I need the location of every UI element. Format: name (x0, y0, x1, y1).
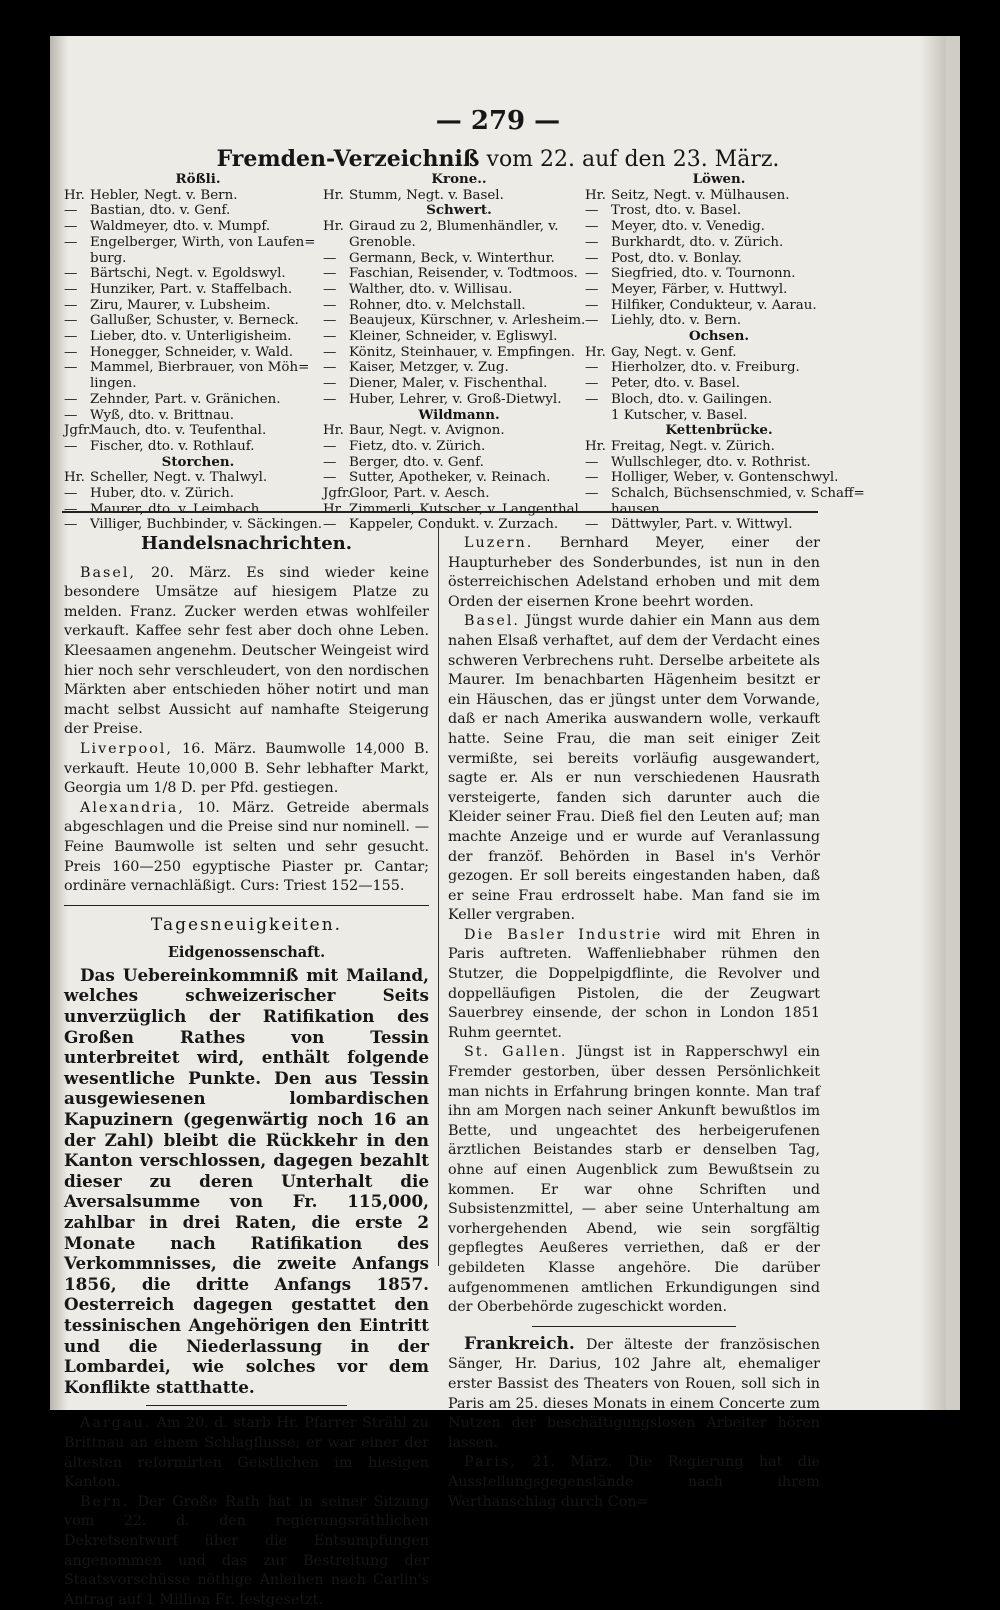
guest-entry (323, 502, 595, 518)
guest-prefix: — (585, 297, 599, 313)
guest-text: lingen. (90, 376, 137, 392)
page-number: — 279 — (435, 106, 561, 136)
guest-prefix: — (585, 470, 599, 486)
guest-entry (323, 329, 595, 345)
hotel-heading: Wildmann. (418, 406, 500, 423)
newspaper-page (50, 36, 960, 1608)
guest-entry (64, 251, 332, 267)
guest-text: Engelberger, Wirth, von Laufen= (90, 234, 316, 250)
guest-text: Rohner, dto. v. Melchstall. (349, 297, 526, 313)
guest-text: Seitz, Negt. v. Mülhausen. (611, 187, 790, 203)
guest-text: Zehnder, Part. v. Gränichen. (90, 391, 281, 407)
guest-entry (585, 517, 853, 533)
guest-prefix: — (585, 203, 599, 219)
guest-entry (585, 313, 853, 329)
hotel-heading: Ochsen. (688, 328, 749, 345)
guest-text: 1 Kutscher, v. Basel. (611, 407, 748, 423)
guest-text: Wyß, dto. v. Brittnau. (90, 407, 235, 423)
guest-entry (323, 219, 595, 235)
guest-entry (323, 470, 595, 486)
guest-prefix: — (323, 438, 337, 454)
guest-prefix: — (64, 391, 78, 407)
hotel-heading: Rößli. (175, 171, 221, 187)
guest-entry (585, 455, 853, 471)
column-divider (438, 524, 439, 1266)
guest-entry (323, 266, 595, 282)
guest-text: Walther, dto. v. Willisau. (349, 281, 513, 297)
guest-entry (323, 188, 595, 204)
guest-entry (64, 392, 332, 408)
guest-prefix: — (323, 266, 337, 282)
guest-entry (585, 219, 853, 235)
guest-prefix: — (585, 266, 599, 282)
guest-text: Maurer, dto. v. Leimbach. (90, 501, 264, 517)
guest-entry (585, 470, 853, 486)
left-column (64, 534, 429, 1610)
guest-entry (585, 439, 853, 455)
hotel-heading: Storchen. (161, 453, 235, 470)
right-column (448, 534, 820, 1512)
page-edge-shadow (920, 36, 946, 1410)
hotel-heading: Löwen. (692, 171, 746, 187)
guest-text: Zimmerli, Kutscher, v. Langenthal. (349, 501, 584, 517)
guest-entry (323, 251, 595, 267)
news-luzern: Luzern. Bernhard Meyer, einer der Haupturheber des Sonderbundes, ist nun in den österreichischen Adelstand erhoben und mit dem Orden der eisernen Krone beehrt worden. (448, 535, 820, 610)
guest-text: Bärtschi, Negt. v. Egoldswyl. (90, 266, 286, 282)
guest-text: Sutter, Apotheker, v. Reinach. (349, 470, 551, 486)
guest-text: Liehly, dto. v. Bern. (611, 313, 742, 329)
eidg-end-rule (146, 1405, 347, 1406)
guest-prefix: — (64, 438, 78, 454)
guest-text: Huber, dto. v. Zürich. (90, 486, 235, 502)
guest-text: Honegger, Schneider, v. Wald. (90, 344, 294, 360)
guest-prefix: — (64, 297, 78, 313)
hotel-heading: Krone.. (431, 171, 487, 187)
guest-list-column-2 (323, 172, 595, 533)
guest-text: Kaiser, Metzger, v. Zug. (349, 360, 509, 376)
guest-entry (585, 188, 853, 204)
guest-text: Gloor, Part. v. Aesch. (349, 486, 490, 502)
guest-text: Mauch, dto. v. Teufenthal. (90, 423, 267, 439)
guest-text: Hierholzer, dto. v. Freiburg. (611, 360, 800, 376)
guest-prefix: — (585, 250, 599, 266)
guest-entry (64, 408, 332, 424)
guest-prefix: — (323, 470, 337, 486)
guest-prefix: — (585, 219, 599, 235)
guest-entry (64, 345, 332, 361)
guest-text: Mammel, Bierbrauer, von Möh= (90, 360, 310, 376)
guest-entry (585, 360, 853, 376)
guest-text: Hilfiker, Condukteur, v. Aarau. (611, 297, 817, 313)
news-basler-industrie: Die Basler Industrie wird mit Ehren in Paris auftreten. Waffenliebhaber rühmen den Stutzer, die Doppelpigdflinte, die Revolver und doppelläufigen Pistolen, die der Zeugwart Sauerbrey einsende, der schon in London 1851 Ruhm geerntet. (448, 926, 820, 1041)
guest-prefix: — (64, 486, 78, 502)
guest-prefix: Hr. (585, 187, 606, 203)
guest-text: Trost, dto. v. Basel. (611, 203, 742, 219)
guest-entry (585, 203, 853, 219)
guest-prefix: — (323, 344, 337, 360)
guest-entry (64, 470, 332, 486)
guest-entry (585, 235, 853, 251)
hotel-heading: Kettenbrücke. (665, 422, 773, 439)
guest-prefix: — (64, 219, 78, 235)
guest-entry (64, 203, 332, 219)
guest-prefix: — (323, 360, 337, 376)
guest-prefix: — (64, 517, 78, 533)
guest-text: Germann, Beck, v. Winterthur. (349, 250, 555, 266)
guest-text: Beaujeux, Kürschner, v. Arlesheim. (349, 313, 586, 329)
guest-text: Holliger, Weber, v. Gontenschwyl. (611, 470, 839, 486)
guest-text: Wullschleger, dto. v. Rothrist. (611, 454, 811, 470)
guest-entry (64, 376, 332, 392)
handel-heading: Handelsnachrichten. (140, 533, 353, 554)
guest-prefix: — (585, 313, 599, 329)
guest-entry (64, 235, 332, 251)
guest-text: Fietz, dto. v. Zürich. (349, 438, 486, 454)
hotel-heading: Schwert. (426, 202, 492, 219)
guest-text: Giraud zu 2, Blumenhändler, v. (349, 219, 559, 235)
guest-entry (323, 235, 595, 251)
guest-entry (323, 423, 595, 439)
guest-text: Gallußer, Schuster, v. Berneck. (90, 313, 299, 329)
guest-prefix: — (64, 203, 78, 219)
guest-text: Ziru, Maurer, v. Lubsheim. (90, 297, 271, 313)
guest-prefix: Hr. (323, 187, 344, 203)
handel-end-rule (64, 905, 429, 906)
guest-text: Könitz, Steinhauer, v. Empfingen. (349, 344, 576, 360)
guest-prefix: — (323, 329, 337, 345)
guest-prefix: Hr. (323, 501, 344, 517)
guest-prefix: — (64, 329, 78, 345)
guest-entry (585, 376, 853, 392)
guest-text: Freitag, Negt. v. Zürich. (611, 438, 775, 454)
guest-prefix: — (323, 250, 337, 266)
guest-text: Dättwyler, Part. v. Wittwyl. (611, 517, 793, 533)
guest-prefix: — (323, 391, 337, 407)
guest-prefix: — (585, 234, 599, 250)
handel-paragraph-basel: Basel, 20. März. Es sind wieder keine besondere Umsätze auf hiesigem Platze zu melden. Franz. Zucker werden etwas wohlfeiler verkauft. Kaffee sehr fest aber doch ohne Leben. Kleesaamen angenehm. Deutscher Weingeist wird hier noch sehr verschleudert, von den nordischen Märkten aber entschieden höher notirt und man macht selbst Aussicht auf namhafte Steigerung der Preise. (64, 564, 429, 738)
guest-entry (64, 517, 332, 533)
guest-text: Fischer, dto. v. Rothlauf. (90, 438, 255, 454)
guest-entry (585, 408, 853, 424)
news-st-gallen: St. Gallen. Jüngst ist in Rapperschwyl ein Fremder gestorben, über dessen Persönlichkeit man nichts in Erfahrung bringen konnte. Man traf ihn am Morgen nach seiner Ankunft bewußtlos im Bette, und ungeachtet des herbeigerufenen ärztlichen Beistandes starb er denselben Tag, ohne auf einen Augenblick zum Bewußtsein zu kommen. Er war ohne Schriften und Subsistenzmittel, — aber seine Unterhaltung am vorhergehenden Abend, wie sein sorgfältig gepflegtes Aeußeres verriethen, daß er der gebildeten Klasse angehöre. Die darüber aufgenommenen amtlichen Erkundigungen sind der Oberbehörde zugeschickt worden. (448, 1044, 820, 1316)
guest-prefix: Hr. (585, 344, 606, 360)
guest-entry (323, 282, 595, 298)
guest-entry (585, 502, 853, 518)
guest-entry (585, 298, 853, 314)
guest-entry (585, 251, 853, 267)
eidg-mailand-text: Das Uebereinkommniß mit Mailand, welches schweizerischer Seits unverzüglich der Ratifikation des Großen Rathes von Tessin unterbreitet wird, enthält folgende wesentliche Punkte. Den aus Tessin ausgewiesenen lombardischen Kapuzinern (gegenwärtig noch 16 an der Zahl) bleibt die Rückkehr in den Kanton verschlossen, dagegen bezahlt dieser zu deren Unterhalt die Aversalsumme von Fr. 115,000, zahlbar in drei Raten, die erste 2 Monate nach Ratifikation des Verkommnisses, die zweite Anfangs 1856, die dritte Anfangs 1857. Oesterreich dagegen gestattet den tessinischen Angehörigen den Eintritt und die Niederlassung in der Lombardei, wie solches vor dem Konflikte statthatte. (64, 964, 429, 1397)
news-aargau: Aargau. Am 20. d. starb Hr. Pfarrer Strähl zu Brittnau an einem Schlagflusse; er war einer der ältesten reformirten Geistlichen im hiesigen Kanton. (64, 1415, 429, 1491)
guest-text: Hunziker, Part. v. Staffelbach. (90, 281, 293, 297)
guest-entry (64, 423, 332, 439)
guest-entry (585, 345, 853, 361)
list-title-main: Fremden-Verzeichniß (216, 146, 480, 172)
guest-entry (64, 329, 332, 345)
guest-prefix: Hr. (585, 438, 606, 454)
guest-prefix: — (64, 266, 78, 282)
guest-list-column-3 (585, 171, 865, 533)
guest-prefix: Hr. (64, 470, 85, 486)
guest-entry (64, 188, 332, 204)
news-bern: Bern. Der Große Rath hat in seiner Sitzung vom 22. d. den regierungsräthlichen Dekretsentwurf über die Entsumpfungen angenommen und das zur Bestreitung der Staatsvorschüsse nöthige Anleihen nach Carlin's Antrag auf 1 Million Fr. festgesetzt. (64, 1493, 429, 1608)
guest-prefix: — (64, 360, 78, 376)
guest-prefix: — (323, 281, 337, 297)
guest-prefix: Jgfr. (323, 486, 352, 502)
guest-entry (323, 298, 595, 314)
swiss-news-end-rule (532, 1326, 737, 1327)
guest-prefix: — (585, 281, 599, 297)
guest-text: Kappeler, Condukt. v. Zurzach. (349, 517, 559, 533)
guest-entry (323, 392, 595, 408)
guest-entry (64, 502, 332, 518)
guest-prefix: — (64, 407, 78, 423)
list-title-date: vom 22. auf den 23. März. (479, 147, 780, 172)
guest-text: Stumm, Negt. v. Basel. (349, 187, 504, 203)
news-paris: Paris, 21. März. Die Regierung hat die Ausstellungsgegenstände nach ihrem Werthanschlag durch Con= (448, 1454, 820, 1510)
guest-prefix: — (323, 376, 337, 392)
guest-entry (64, 439, 332, 455)
guest-prefix: — (585, 360, 599, 376)
guest-text: Gay, Negt. v. Genf. (611, 344, 737, 360)
news-basel: Basel. Jüngst wurde dahier ein Mann aus dem nahen Elsaß verhaftet, auf dem der Verdacht eines schweren Verbrechens ruht. Derselbe arbeitete als Maurer. Im benachbarten Hägenheim besitzt er ein Häuschen, das er jüngst unter dem Vorwande, daß er nach Amerika auswandern wolle, verkauft hatte. Seine Frau, die man seit einiger Zeit vermißte, sei bereits vorläufig ausgewandert, sagte er. Als er nun verschiedenen Hausrath versteigerte, fanden sich darunter auch die Kleider seiner Frau. Dieß fiel den Leuten auf; man machte Anzeige und er wurde auf Veranlassung der franzöf. Behörden in Basel in's Verhör gezogen. Er soll bereits eingestanden haben, daß er seine Frau erdrosselt habe. Man fand sie im Keller vergraben. (448, 613, 820, 924)
guest-entry (323, 360, 595, 376)
guest-prefix: — (64, 344, 78, 360)
guest-prefix: — (585, 517, 599, 533)
guest-entry (323, 376, 595, 392)
guest-entry (64, 360, 332, 376)
guest-entry (64, 219, 332, 235)
guest-prefix: — (585, 391, 599, 407)
guest-prefix: — (323, 297, 337, 313)
guest-entry (323, 439, 595, 455)
tages-heading: Tagesneuigkeiten. (150, 914, 343, 935)
guest-text: Bloch, dto. v. Gailingen. (611, 391, 773, 407)
guest-text: burg. (90, 250, 127, 266)
guest-text: Huber, Lehrer, v. Groß-Dietwyl. (349, 391, 562, 407)
guest-prefix: — (64, 313, 78, 329)
guest-prefix: — (64, 281, 78, 297)
guest-entry (64, 486, 332, 502)
guest-prefix: — (585, 454, 599, 470)
guest-text: Baur, Negt. v. Avignon. (349, 423, 505, 439)
guest-prefix: — (323, 313, 337, 329)
guest-entry (585, 282, 853, 298)
guest-text: Grenoble. (349, 234, 416, 250)
guest-prefix: — (585, 376, 599, 392)
guest-text: Kleiner, Schneider, v. Egliswyl. (349, 329, 558, 345)
guest-text: Faschian, Reisender, v. Todtmoos. (349, 266, 578, 282)
guest-text: Waldmeyer, dto. v. Mumpf. (90, 219, 271, 235)
guest-text: Siegfried, dto. v. Tournonn. (611, 266, 796, 282)
list-title (50, 146, 946, 172)
guest-entry (64, 298, 332, 314)
guest-text: Lieber, dto. v. Unterligisheim. (90, 329, 292, 345)
guest-text: Meyer, dto. v. Venedig. (611, 219, 765, 235)
guest-entry (585, 392, 853, 408)
guest-prefix: Hr. (64, 187, 85, 203)
guest-entry (323, 517, 595, 533)
list-bottom-rule (62, 511, 818, 513)
guest-text: Peter, dto. v. Basel. (611, 376, 741, 392)
news-frankreich: Frankreich. Der älteste der französischen Sänger, Hr. Darius, 102 Jahre alt, ehemaliger erster Bassist des Theaters von Rouen, soll sich in Paris am 25. dieses Monats in einem Concerte zum Nutzen der beschäftigungslosen Arbeiter hören lassen. (448, 1333, 820, 1451)
guest-text: Diener, Maler, v. Fischenthal. (349, 376, 548, 392)
guest-text: Schalch, Büchsenschmied, v. Schaff= (611, 486, 865, 502)
guest-text: Berger, dto. v. Genf. (349, 454, 484, 470)
guest-text: Post, dto. v. Bonlay. (611, 250, 742, 266)
guest-prefix: Jgfr. (64, 423, 93, 439)
guest-entry (323, 313, 595, 329)
handel-paragraph-alexandria: Alexandria, 10. März. Getreide abermals abgeschlagen und die Preise sind nur nominell. — Feine Baumwolle ist selten und sehr gesucht. Preis 160—250 egyptische Piaster pr. Cantar; ordinäre vernachläßigt. Curs: Triest 152—155. (64, 799, 429, 895)
handel-paragraph-liverpool: Liverpool, 16. März. Baumwolle 14,000 B. verkauft. Heute 10,000 B. Sehr lebhafter Markt, Georgia um 1/8 D. per Pfd. gestiegen. (64, 740, 429, 797)
guest-prefix: — (323, 517, 337, 533)
guest-entry (64, 282, 332, 298)
guest-prefix: — (64, 501, 78, 517)
guest-prefix: — (585, 486, 599, 502)
guest-entry (585, 266, 853, 282)
guest-prefix: Hr. (323, 423, 344, 439)
guest-entry (323, 455, 595, 471)
eidg-heading: Eidgenossenschaft. (167, 944, 326, 962)
guest-text: Villiger, Buchbinder, v. Säckingen. (90, 517, 323, 533)
guest-prefix: Hr. (323, 219, 344, 235)
guest-text: hausen. (611, 501, 664, 517)
guest-entry (585, 486, 865, 502)
guest-text: Hebler, Negt. v. Bern. (90, 187, 238, 203)
guest-text: Bastian, dto. v. Genf. (90, 203, 231, 219)
guest-prefix: — (64, 234, 78, 250)
guest-text: Scheller, Negt. v. Thalwyl. (90, 470, 268, 486)
guest-prefix: — (323, 454, 337, 470)
guest-entry (323, 345, 595, 361)
guest-entry (323, 486, 595, 502)
guest-text: Meyer, Färber, v. Huttwyl. (611, 281, 788, 297)
guest-entry (64, 313, 332, 329)
guest-entry (64, 266, 332, 282)
guest-text: Burkhardt, dto. v. Zürich. (611, 234, 784, 250)
guest-list-column-1 (64, 172, 332, 533)
